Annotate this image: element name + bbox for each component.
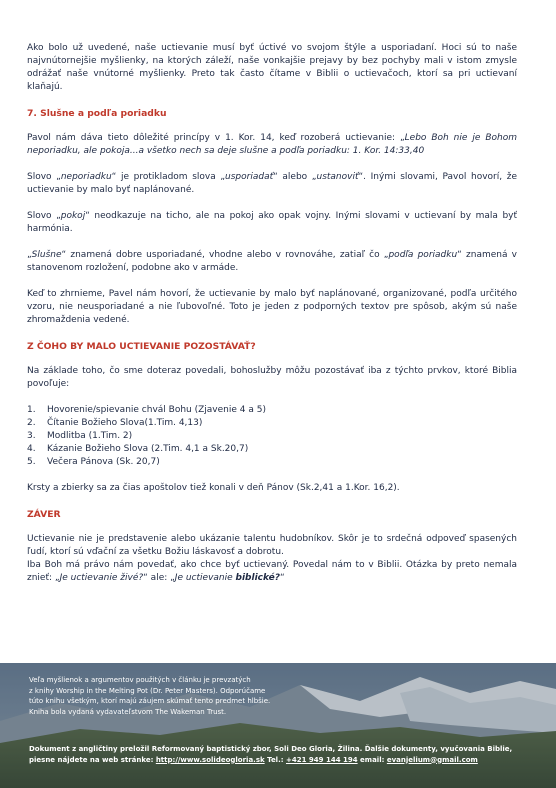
footer-source-note: Veľa myšlienok a argumentov použitých v článku je prevzatých z knihy Worship in the Melting Pot (Dr. Peter Masters). Odporúčame túto knihu všetkým, ktorí majú záujem skúmať tento predmet hlbšie. Kniha bola vydaná vydavateľstvom The Wakeman Trust. [29,676,271,716]
website-link[interactable]: http://www.solideogloria.sk [155,755,265,764]
paragraph-slusne: „Slušne“ znamená dobre usporiadané, vhodne alebo v rovnováhe, zatiaľ čo „podľa poriadku“ znamená v stanovenom rozložení, podobne ako v armáde. [27,250,517,273]
list-item: 3. Modlitba (1.Tim. 2) [27,431,133,441]
paragraph-conclusion: Uctievanie nie je predstavenie alebo ukázanie talentu hudobníkov. Skôr je to srdečná odpoveď spasených ľudí, ktorí sú vďační za všetku Božiu láskavosť a dobrotu. Iba Boh má právo nám povedať, ako chce byť uctievaný. Povedal nám to v Biblii. Otázka by preto nemala znieť: „Je uctievanie živé?“ ale: „Je uctievanie biblické?“ [27,534,517,583]
article-body [27,42,517,585]
section-heading-end: ZÁVER [27,509,61,520]
paragraph-summary: Keď to zhrnieme, Pavel nám hovorí, že uctievanie by malo byť naplánované, organizované, podľa určitého vzoru, nie neusporiadané a nie ľubovoľné. Toto je jeden z podporných textov pre spôsob, akým sú naše zhromaždenia vedené. [27,289,517,325]
paragraph-neporiadku: Slovo „neporiadku“ je protikladom slova „usporiadať“ alebo „ustanoviť“. Inými slovami, Pavol hovorí, že uctievanie by malo byť naplánované. [27,172,518,195]
phone-link[interactable]: +421 949 144 194 [285,755,358,764]
list-item: 1. Hovorenie/spievanie chvál Bohu (Zjavenie 4 a 5) [27,405,266,415]
paragraph-pokoj: Slovo „pokoj“ neodkazuje na ticho, ale na pokoj ako opak vojny. Inými slovami v uctievaní by mala byť harmónia. [27,211,518,234]
section-heading-remain: Z ČOHO BY MALO UCTIEVANIE POZOSTÁVAŤ? [27,341,256,352]
paragraph-elements: Na základe toho, čo sme doteraz povedali, bohoslužby môžu pozostávať iba z týchto prvkov, ktoré Biblia povoľuje: [27,366,517,389]
footer-banner [0,663,556,788]
paragraph-intro: Ako bolo už uvedené, naše uctievanie musí byť úctivé vo svojom štýle a usporiadaní. Hoci sú to naše najvnútornejšie myšlienky, na ktorých záleží, naše vonkajšie prejavy by bez pochyby mali v istom zmysle odrážať naše vnútorné myšlienky. Preto tak často čítame v Biblii o uctievačoch, ktorí sa pri uctievaní klaňajú. [27,43,517,92]
list-item: 2. Čítanie Božieho Slova(1.Tim. 4,13) [27,418,203,428]
paragraph-krsty: Krsty a zbierky sa za čias apoštolov tiež konali v deň Pánov (Sk.2,41 a 1.Kor. 16,2). [27,483,400,493]
paragraph-pavol: Pavol nám dáva tieto dôležité princípy v 1. Kor. 14, keď rozoberá uctievanie: „Lebo Boh nie je Bohom neporiadku, ale pokoja...a všetko nech sa deje slušne a podľa poriadku: 1. Kor. 14:33,40 [27,133,517,156]
email-link[interactable]: evanjelium@gmail.com [386,755,478,764]
section-heading-7: 7. Slušne a podľa poriadku [27,108,167,119]
list-item: 4. Kázanie Božieho Slova (2.Tim. 4,1 a Sk.20,7) [27,444,249,454]
list-item: 5. Večera Pánova (Sk. 20,7) [27,457,160,467]
elements-list [27,404,517,469]
footer-contact: Dokument z angličtiny preložil Reformovaný baptistický zbor, Soli Deo Gloria, Žilina. Ďalšie dokumenty, vyučovania Biblie, piesne nájdete na web stránke: http://www.solideogloria.sk Tel.: +421 949 144 194 email: evanjelium@gmail.com [29,745,513,764]
